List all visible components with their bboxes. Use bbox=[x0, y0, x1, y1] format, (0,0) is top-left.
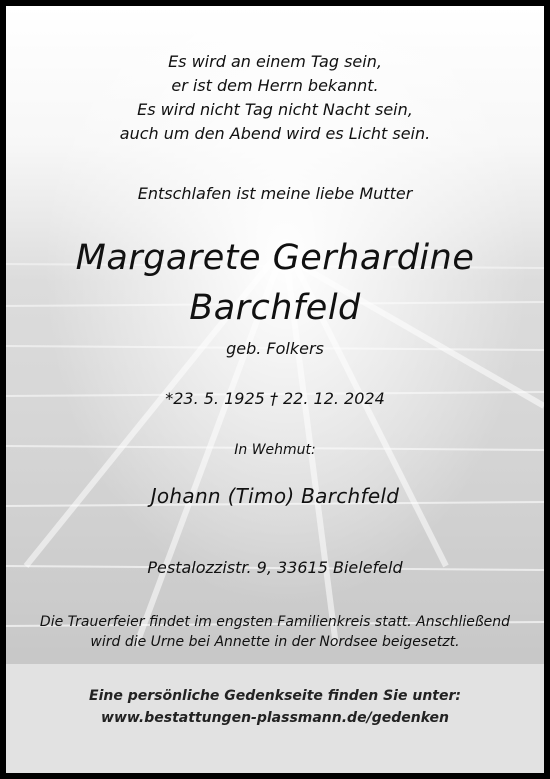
poem-line: auch um den Abend wird es Licht sein. bbox=[119, 124, 431, 143]
poem-verse bbox=[6, 50, 544, 146]
mourning-label: In Wehmut: bbox=[234, 442, 316, 458]
mourner-name: Johann (Timo) Barchfeld bbox=[150, 484, 400, 508]
poem-line: er ist dem Herrn bekannt. bbox=[171, 76, 379, 95]
deceased-first-names: Margarete Gerhardine bbox=[75, 238, 475, 278]
notice-line: Die Trauerfeier findet im engsten Familienkreis statt. Anschließend bbox=[39, 614, 511, 630]
mourner-address: Pestalozzistr. 9, 33615 Bielefeld bbox=[147, 558, 403, 577]
poem-line: Es wird nicht Tag nicht Nacht sein, bbox=[137, 100, 413, 119]
notice-line: wird die Urne bei Annette in der Nordsee beigesetzt. bbox=[90, 634, 460, 650]
funeral-notice bbox=[6, 612, 544, 652]
poem-line: Es wird an einem Tag sein, bbox=[168, 52, 382, 71]
intro-line: Entschlafen ist meine liebe Mutter bbox=[137, 184, 413, 203]
memorial-page-info bbox=[6, 685, 544, 729]
deceased-surname: Barchfeld bbox=[189, 288, 361, 328]
memorial-page-url[interactable]: www.bestattungen-plassmann.de/gedenken bbox=[101, 710, 449, 726]
maiden-name: geb. Folkers bbox=[226, 339, 324, 358]
memorial-page-text: Eine persönliche Gedenkseite finden Sie unter: bbox=[89, 688, 461, 704]
life-dates: *23. 5. 1925 † 22. 12. 2024 bbox=[165, 389, 385, 408]
